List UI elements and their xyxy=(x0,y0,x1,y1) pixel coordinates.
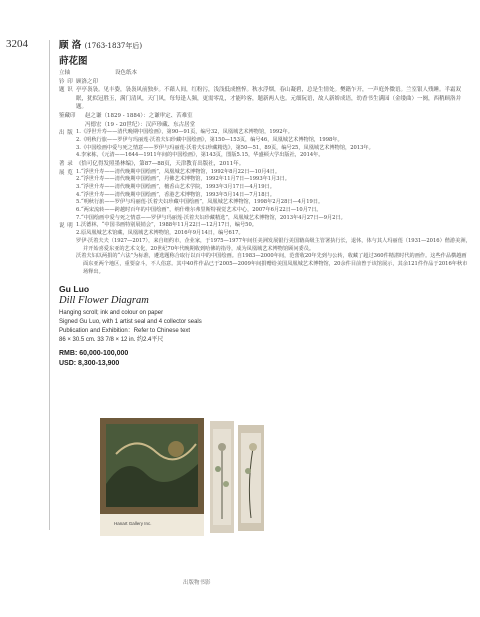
detail-inscription: 题 识 亭亭袅袅。见丰姿，袅袅风前独步。不藉人间，红粉污，浅浅低成憔悴。秋水浮烟，春山凝碧，总是生情处。樊籍乍开，一声庭外微语。兰室银人残睡。半霜双眠，犹似冠胜玉，满门清风，天门风，每每逢人频，更需零乱，才能吟客，题新两人也。元细阮语，故人新娇成语，幼香书生满园（金缕曲）一阕，西稍顾洛并题。 xyxy=(59,87,462,111)
exhibition-item: 2.“浮世升寿——清代晚期中国绘画”，丹佛艺术博物馆，1992年11月7日—1993年1月3日。 xyxy=(76,176,290,183)
detail-seal: 钤 印 顾洛之印 xyxy=(59,78,99,85)
publications: 出 版 1.《浮世升寿——清代晚期中国绘画》，第90—91页，编号32，凤凰城艺术博物馆，1992年。 2.《明秋行旅——罗伊与玛丽莲·沃着夫妇珍藏中国绘画》，第150—153页，编号46，凤凰城艺术博物馆，1998年。 3.《中国绘画中爱与死之情意——罗伊与玛丽莲·沃着夫妇珍藏精选》，第50—51，89页，编号25，凤凰城艺术博物馆，2013年。 4.李家栋，《元清——1644—1911年间的中国绘画》，第143页，图版5.15，华盛顿大学出版社，2014年。 xyxy=(59,129,471,160)
scroll-painting-1 xyxy=(213,429,231,525)
scroll-image-1 xyxy=(210,421,234,533)
literature: 著 录 《恰可亿得发照墨林编》，第87—88页，天津教育出版社，2011年。 xyxy=(59,160,245,167)
flower-painting-icon xyxy=(213,429,231,525)
title-cn: 莳花图 xyxy=(59,56,88,67)
medium: Hanging scroll; ink and colour on paper xyxy=(59,310,164,317)
details xyxy=(59,69,471,129)
signature: Signed Gu Luo, with 1 artist seal and 4 collector seals xyxy=(59,319,202,326)
provenance-item: 1.沃德林，“中国书画特别展销会”，1988年11月22日—12月17日，编号50。 xyxy=(76,222,257,229)
publication-note: Publication and Exhibition：Refer to Chinese text xyxy=(59,328,191,335)
exhibition-item: 5.“明秋行旅——罗伊与玛丽莲·沃着夫妇珍藏中国绘画”，凤凰城艺术博物馆，1998年2月28日—4月19日。 xyxy=(76,199,324,206)
landscape-painting-icon xyxy=(106,424,198,507)
provenance-note: 沃着夫妇以两捐的“六法”为标准，遴选题称合取行以百中的中国绘画。自1983—2000年间，范蕾收20年先到与公转，收藏了超过360件精湛时代的画作。这些作品横越画面东亚两个地区，重要奋斗，不人俗意。其中40件作品已于2005—2009年间捐赠给美国凤凰城艺术博物馆，20余件目前曾于该馆展示，其余121件作品于2016年秋市场释出。 xyxy=(76,253,468,275)
provenance: 说 明 1.沃德林，“中国书画特别展销会”，1988年11月22日—12月17日，编号50。 2.原凤凰城艺术馆藏，凤凰城艺术博物馆，2016年9月14日，编号617。 罗伊·沃着夫夫（1927—2017），来自纽约市，企业家，于1975—1977年间任美洲发展银行美国籍高级主管署执行长，退休，体与其人玛丽莲（1931—2016）偕游美洲，并开始喜爱东亚的艺术文化，20世纪70年代晚期收到哈佛的指导，成为凤凰城艺术博物馆顾问委员。 沃着夫妇以两捐的“六法”为标准，遴选题称合取行以百中的中国绘画。自1983—2000年间，范蕾收20年先到与公转，收藏了超过360件精湛时代的画作。这些作品横越画面东亚两个地区，重要奋斗，不人俗意。其中40件作品已于2005—2009年间捐赠给美国凤凰城艺术博物馆，20余件目前曾于该馆展示，其余121件作品于2016年秋市场释出。 xyxy=(59,222,471,275)
scroll-image-2 xyxy=(238,425,264,531)
publication-item: 3.《中国绘画中爱与死之情意——罗伊与玛丽莲·沃着夫妇珍藏精选》，第50—51，89页，编号25，凤凰城艺术博物馆，2013年。 xyxy=(76,144,374,151)
estimate-usd: USD: 8,300-13,900 xyxy=(59,360,120,368)
artist-name-en: Gu Luo xyxy=(59,284,90,295)
publication-item: 4.李家栋，《元清——1644—1911年间的中国绘画》，第143页，图版5.15，华盛顿大学出版社，2014年。 xyxy=(76,152,324,159)
provenance-item: 2.原凤凰城艺术馆藏，凤凰城艺术博物馆，2016年9月14日，编号617。 xyxy=(76,230,244,237)
publication-item: 2.《明秋行旅——罗伊与玛丽莲·沃着夫妇珍藏中国绘画》，第150—153页，编号46，凤凰城艺术博物馆，1998年。 xyxy=(76,136,343,143)
dimensions: 86 × 30.5 cm. 33 7/8 × 12 in. 约2.4平尺 xyxy=(59,337,164,344)
exhibited: 展 览 1.“浮世升寿——清代晚期中国绘画”，凤凰城艺术博物馆，1992年8月22日—10月4日。 2.“浮世升寿——清代晚期中国绘画”，丹佛艺术博物馆，1992年11月7日—1993年1月3日。 3.“浮世升寿——清代晚期中国绘画”，檀香山艺术学院，1993年3月17日—4月19日。 4.“浮世升寿——清代晚期中国绘画”，香港艺术博物馆，1993年5月14日—7月18日。 5.“明秋行旅——罗伊与玛丽莲·沃着夫妇珍藏中国绘画”，凤凰城艺术博物馆，1998年2月28日—4月19日。 6.“两宋流转——跨越时百年的中国绘画”，纳什维尔弗里斯特视觉艺术中心，2007年6月22日—10月7日。 7.“中国绘画中爱与死之情意——罗伊与玛丽莲·沃着夫妇珍藏精选”，凤凰城艺术博物馆，2013年4月27日—9月2日。 xyxy=(59,169,471,223)
exhibition-item: 3.“浮世升寿——清代晚期中国绘画”，檀香山艺术学院，1993年3月17日—4月19日。 xyxy=(76,183,275,190)
artist-header xyxy=(59,37,471,51)
estimate-rmb: RMB: 60,000-100,000 xyxy=(59,350,129,358)
lot-entry xyxy=(59,37,471,369)
scroll-painting-2 xyxy=(241,433,261,523)
book-cover-image xyxy=(100,418,204,536)
exhibition-item: 4.“浮世升寿——清代晚期中国绘画”，香港艺术博物馆，1993年5月14日—7月18日。 xyxy=(76,191,275,198)
divider xyxy=(49,40,50,530)
publisher-name: Hanart Gallery Inc. xyxy=(114,521,152,526)
publication-item: 1.《浮世升寿——清代晚期中国绘画》，第90—91页，编号32，凤凰城艺术博物馆，1992年。 xyxy=(76,129,293,136)
provenance-item: 罗伊·沃着夫夫（1927—2017），来自纽约市，企业家，于1975—1977年间任美洲发展银行美国籍高级主管署执行长，退休，体与其人玛丽莲（1931—2016）偕游美洲，并开始喜爱东亚的艺术文化，20世纪70年代晚期收到哈佛的指导，成为凤凰城艺术博物馆顾问委员。 xyxy=(76,237,471,252)
exhibition-item: 1.“浮世升寿——清代晚期中国绘画”，凤凰城艺术博物馆，1992年8月22日—10月4日。 xyxy=(76,168,281,175)
title-en: Dill Flower Diagram xyxy=(59,295,149,307)
exhibition-item: 7.“中国绘画中爱与死之情意——罗伊与玛丽莲·沃着夫妇珍藏精选”，凤凰城艺术博物馆，2013年4月27日—9月2日。 xyxy=(76,214,346,221)
cover-painting xyxy=(106,424,198,507)
artist-name-cn: 顾 洛 xyxy=(59,40,82,51)
lot-number: 3204 xyxy=(6,38,28,50)
flower-painting-icon xyxy=(241,433,261,523)
english-details xyxy=(59,309,471,345)
artist-dates: (1763-1837年后) xyxy=(84,42,143,50)
estimates xyxy=(59,349,471,369)
detail-collector-seals: 鉴藏印 赵之谦（1829 - 1884）：之谦审定、苦难室 冯德宏（19 - 20世纪）：汉庐珍藏、东古居堂 xyxy=(59,112,196,128)
exhibition-item: 6.“两宋流转——跨越时百年的中国绘画”，纳什维尔弗里斯特视觉艺术中心，2007年6月22日—10月7日。 xyxy=(76,207,322,214)
illustration-caption: 出版物书影 xyxy=(183,580,211,586)
detail-format: 立轴 设色纸本 xyxy=(59,70,138,76)
